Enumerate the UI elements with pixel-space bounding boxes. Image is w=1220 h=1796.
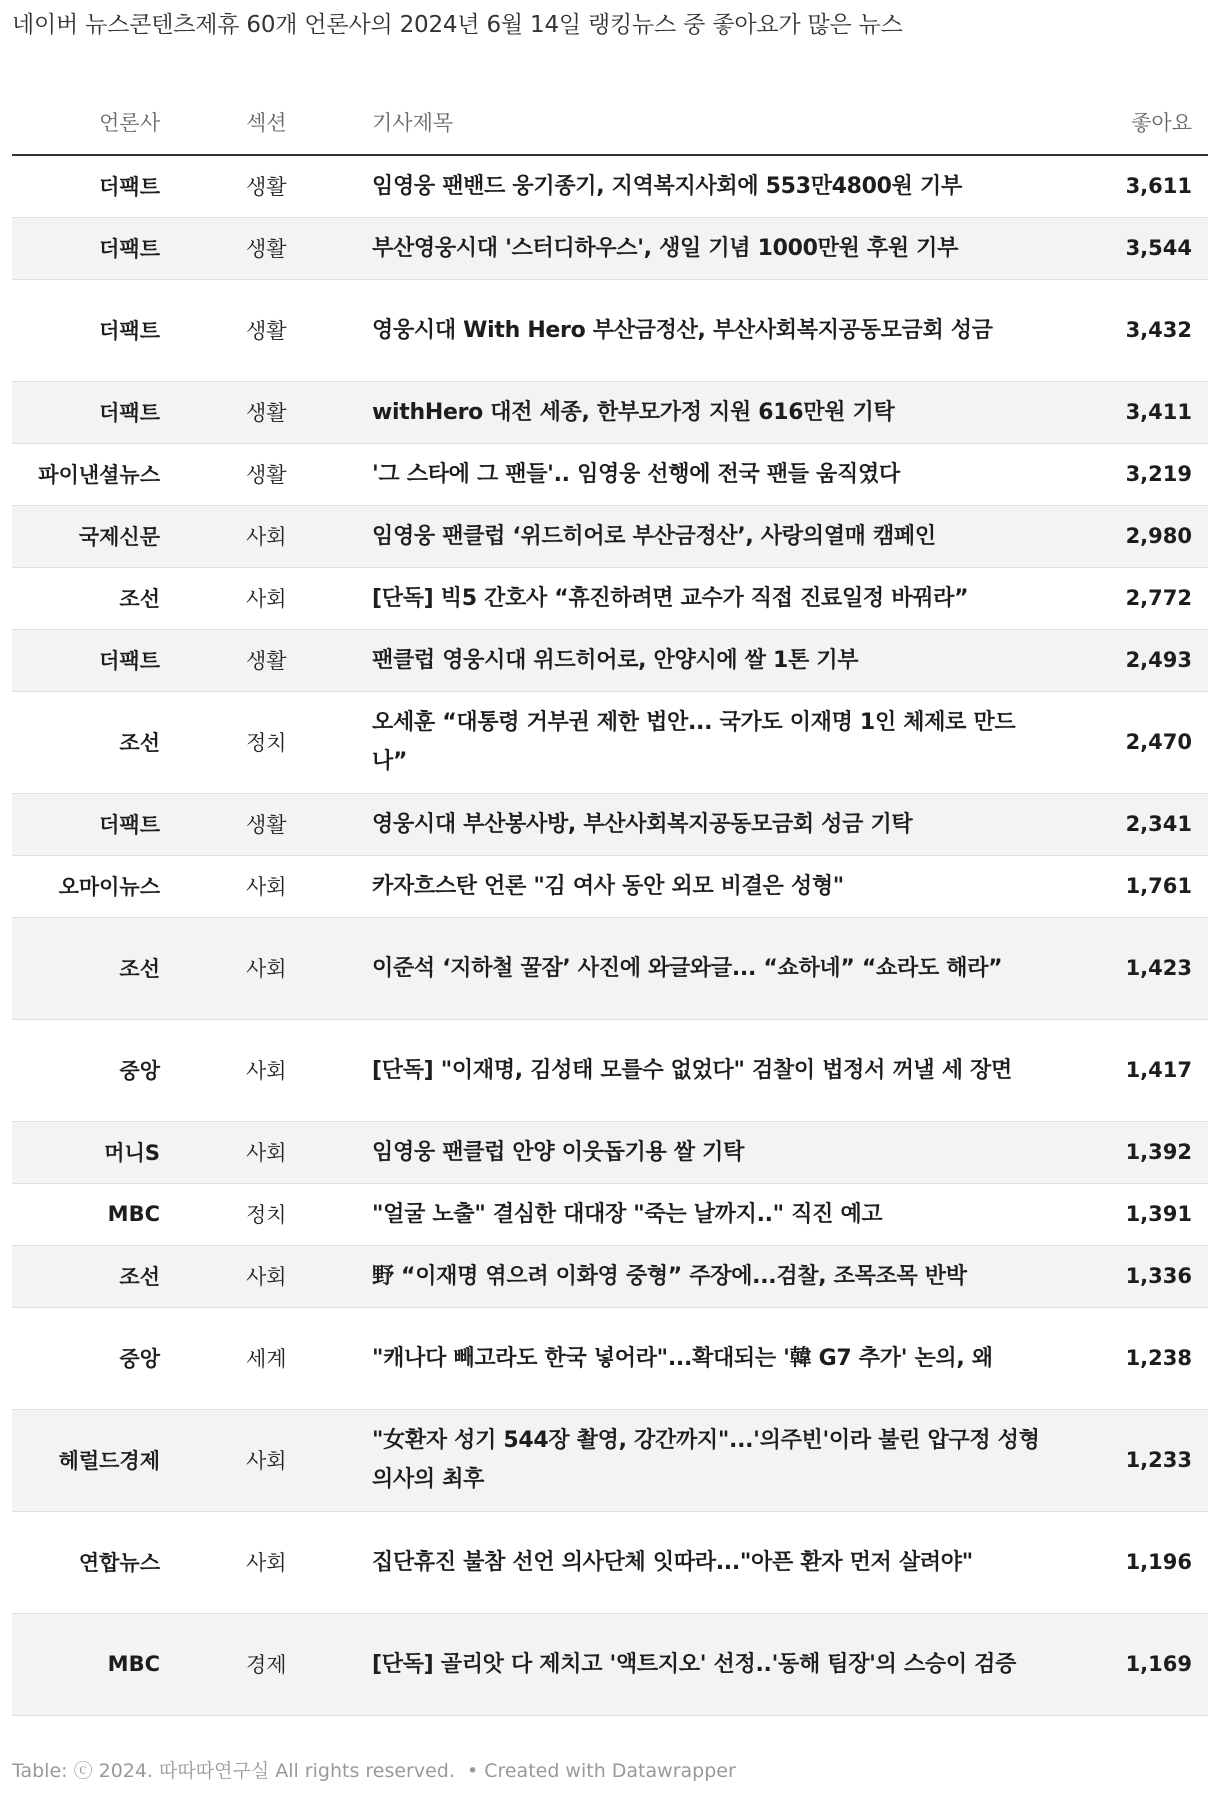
- cell-section: 사회: [170, 917, 326, 1019]
- cell-title: "女환자 성기 544장 촬영, 강간까지"...'의주빈'이라 불린 압구정 성형의사의 최후: [326, 1409, 1046, 1511]
- cell-likes: 2,772: [1046, 567, 1208, 629]
- cell-likes: 3,219: [1046, 443, 1208, 505]
- column-header-title[interactable]: 기사제목: [326, 90, 1046, 155]
- cell-likes: 3,611: [1046, 155, 1208, 217]
- cell-publisher: 조선: [12, 691, 170, 793]
- cell-publisher: 조선: [12, 1245, 170, 1307]
- table-row: [12, 917, 1208, 1019]
- cell-section: 사회: [170, 567, 326, 629]
- cell-title: 임영웅 팬클럽 안양 이웃돕기용 쌀 기탁: [326, 1121, 1046, 1183]
- cell-section: 사회: [170, 1019, 326, 1121]
- cell-likes: 1,238: [1046, 1307, 1208, 1409]
- table-row: [12, 1019, 1208, 1121]
- table-row: [12, 629, 1208, 691]
- cell-publisher: 연합뉴스: [12, 1511, 170, 1613]
- footer-source: Table: ⓒ 2024. 따따따연구실 All rights reserved.: [12, 1760, 455, 1782]
- cell-publisher: 더팩트: [12, 217, 170, 279]
- cell-likes: 1,336: [1046, 1245, 1208, 1307]
- cell-title: withHero 대전 세종, 한부모가정 지원 616만원 기탁: [326, 381, 1046, 443]
- cell-publisher: MBC: [12, 1183, 170, 1245]
- cell-title: 영웅시대 부산봉사방, 부산사회복지공동모금회 성금 기탁: [326, 793, 1046, 855]
- cell-title: '그 스타에 그 팬들'.. 임영웅 선행에 전국 팬들 움직였다: [326, 443, 1046, 505]
- cell-title: 임영웅 팬클럽 ‘위드히어로 부산금정산’, 사랑의열매 캠페인: [326, 505, 1046, 567]
- cell-title: 영웅시대 With Hero 부산금정산, 부산사회복지공동모금회 성금: [326, 279, 1046, 381]
- cell-publisher: 더팩트: [12, 279, 170, 381]
- cell-publisher: 중앙: [12, 1019, 170, 1121]
- cell-title: 오세훈 “대통령 거부권 제한 법안... 국가도 이재명 1인 체제로 만드나”: [326, 691, 1046, 793]
- cell-publisher: 머니S: [12, 1121, 170, 1183]
- cell-section: 생활: [170, 629, 326, 691]
- cell-section: 세계: [170, 1307, 326, 1409]
- table-row: [12, 381, 1208, 443]
- cell-title: 팬클럽 영웅시대 위드히어로, 안양시에 쌀 1톤 기부: [326, 629, 1046, 691]
- table-row: [12, 1307, 1208, 1409]
- cell-publisher: 오마이뉴스: [12, 855, 170, 917]
- table-row: [12, 567, 1208, 629]
- table-row: [12, 155, 1208, 217]
- cell-title: [단독] "이재명, 김성태 모를수 없었다" 검찰이 법정서 꺼낼 세 장면: [326, 1019, 1046, 1121]
- cell-section: 생활: [170, 443, 326, 505]
- table-row: [12, 855, 1208, 917]
- table-header: [12, 90, 1208, 155]
- cell-likes: 1,169: [1046, 1613, 1208, 1715]
- footer-credit[interactable]: • Created with Datawrapper: [466, 1760, 736, 1782]
- cell-likes: 2,493: [1046, 629, 1208, 691]
- cell-likes: 1,196: [1046, 1511, 1208, 1613]
- cell-publisher: 조선: [12, 567, 170, 629]
- cell-likes: 2,470: [1046, 691, 1208, 793]
- cell-title: 임영웅 팬밴드 웅기종기, 지역복지사회에 553만4800원 기부: [326, 155, 1046, 217]
- cell-title: "캐나다 빼고라도 한국 넣어라"...확대되는 '韓 G7 추가' 논의, 왜: [326, 1307, 1046, 1409]
- cell-section: 사회: [170, 505, 326, 567]
- table-row: [12, 1121, 1208, 1183]
- column-header-likes[interactable]: 좋아요: [1046, 90, 1208, 155]
- table-row: [12, 217, 1208, 279]
- cell-publisher: 파이낸셜뉴스: [12, 443, 170, 505]
- cell-publisher: 더팩트: [12, 793, 170, 855]
- table-row: [12, 1183, 1208, 1245]
- cell-likes: 1,417: [1046, 1019, 1208, 1121]
- table-row: [12, 1409, 1208, 1511]
- cell-title: 집단휴진 불참 선언 의사단체 잇따라..."아픈 환자 먼저 살려야": [326, 1511, 1046, 1613]
- table-row: [12, 1613, 1208, 1715]
- cell-publisher: 더팩트: [12, 629, 170, 691]
- cell-likes: 1,233: [1046, 1409, 1208, 1511]
- table-row: [12, 793, 1208, 855]
- cell-likes: 2,980: [1046, 505, 1208, 567]
- cell-likes: 2,341: [1046, 793, 1208, 855]
- cell-likes: 3,432: [1046, 279, 1208, 381]
- cell-section: 사회: [170, 855, 326, 917]
- table-row: [12, 443, 1208, 505]
- cell-publisher: 헤럴드경제: [12, 1409, 170, 1511]
- cell-title: [단독] 골리앗 다 제치고 '액트지오' 선정..'동해 팀장'의 스승이 검증: [326, 1613, 1046, 1715]
- table-row: [12, 1245, 1208, 1307]
- table-headline: 네이버 뉴스콘텐츠제휴 60개 언론사의 2024년 6월 14일 랭킹뉴스 중 좋아요가 많은 뉴스: [12, 12, 903, 38]
- cell-section: 사회: [170, 1409, 326, 1511]
- table-row: [12, 691, 1208, 793]
- cell-likes: 1,392: [1046, 1121, 1208, 1183]
- cell-section: 사회: [170, 1511, 326, 1613]
- cell-publisher: 국제신문: [12, 505, 170, 567]
- cell-section: 생활: [170, 279, 326, 381]
- cell-likes: 1,423: [1046, 917, 1208, 1019]
- cell-section: 사회: [170, 1121, 326, 1183]
- cell-title: 野 “이재명 엮으려 이화영 중형” 주장에...검찰, 조목조목 반박: [326, 1245, 1046, 1307]
- table-footer: [12, 1756, 736, 1783]
- cell-likes: 3,411: [1046, 381, 1208, 443]
- cell-section: 생활: [170, 155, 326, 217]
- cell-likes: 1,761: [1046, 855, 1208, 917]
- cell-section: 정치: [170, 691, 326, 793]
- cell-section: 생활: [170, 217, 326, 279]
- table-row: [12, 279, 1208, 381]
- cell-likes: 1,391: [1046, 1183, 1208, 1245]
- cell-section: 생활: [170, 793, 326, 855]
- cell-title: 카자흐스탄 언론 "김 여사 동안 외모 비결은 성형": [326, 855, 1046, 917]
- cell-title: 부산영웅시대 '스터디하우스', 생일 기념 1000만원 후원 기부: [326, 217, 1046, 279]
- cell-title: "얼굴 노출" 결심한 대대장 "죽는 날까지.." 직진 예고: [326, 1183, 1046, 1245]
- cell-publisher: MBC: [12, 1613, 170, 1715]
- header-row: [12, 90, 1208, 155]
- cell-section: 사회: [170, 1245, 326, 1307]
- cell-publisher: 더팩트: [12, 155, 170, 217]
- news-ranking-table: [12, 90, 1208, 1716]
- cell-title: 이준석 ‘지하철 꿀잠’ 사진에 와글와글... “쇼하네” “쇼라도 해라”: [326, 917, 1046, 1019]
- cell-title: [단독] 빅5 간호사 “휴진하려면 교수가 직접 진료일정 바꿔라”: [326, 567, 1046, 629]
- cell-publisher: 더팩트: [12, 381, 170, 443]
- table-row: [12, 505, 1208, 567]
- table-row: [12, 1511, 1208, 1613]
- cell-publisher: 중앙: [12, 1307, 170, 1409]
- cell-section: 정치: [170, 1183, 326, 1245]
- cell-publisher: 조선: [12, 917, 170, 1019]
- column-header-section[interactable]: 섹션: [170, 90, 326, 155]
- cell-likes: 3,544: [1046, 217, 1208, 279]
- table-body: [12, 155, 1208, 1715]
- cell-section: 생활: [170, 381, 326, 443]
- column-header-publisher[interactable]: 언론사: [12, 90, 170, 155]
- cell-section: 경제: [170, 1613, 326, 1715]
